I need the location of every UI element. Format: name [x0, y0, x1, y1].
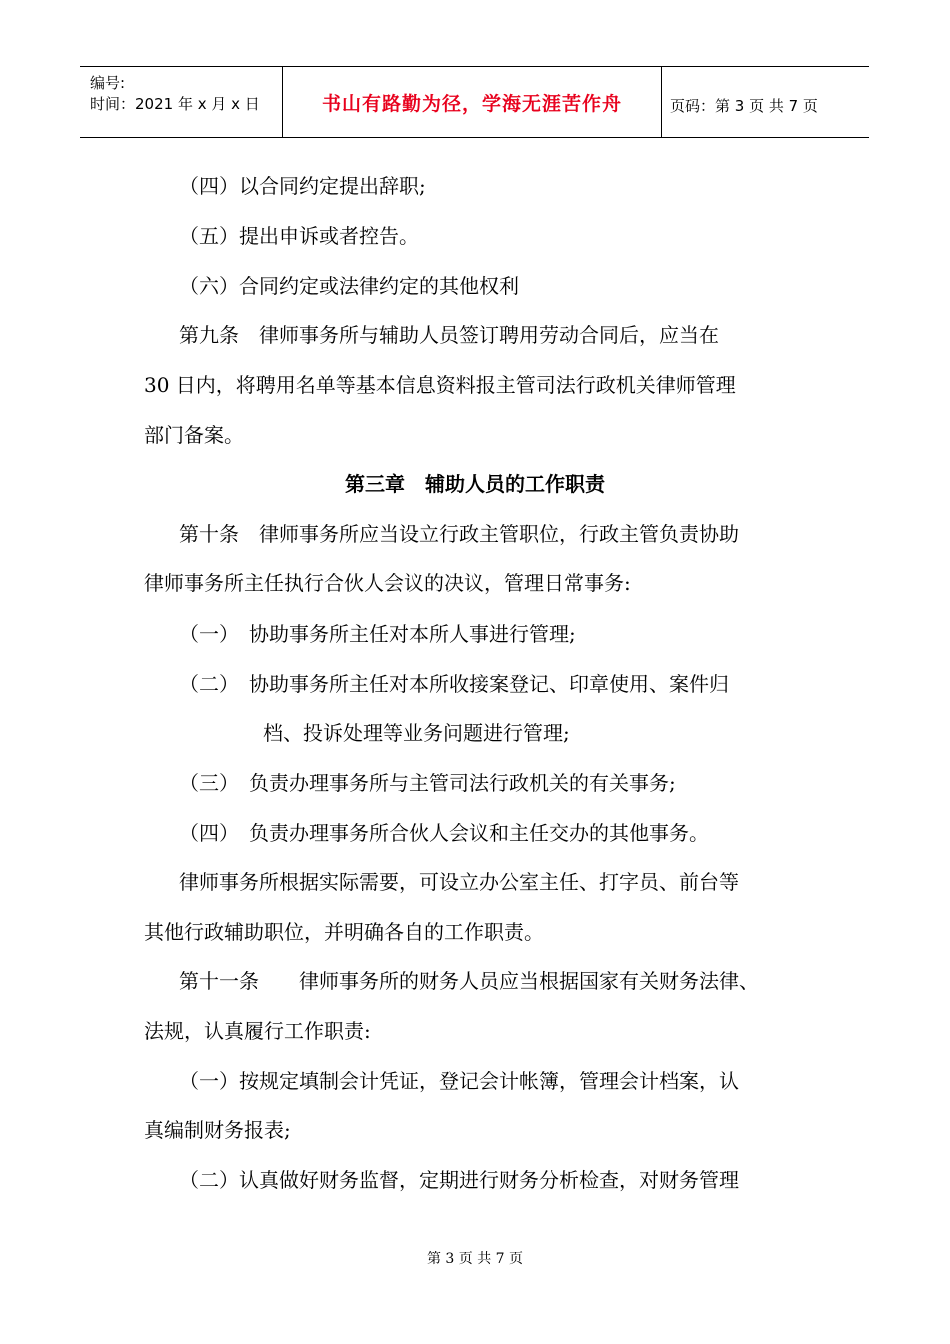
- body-line: 其他行政辅助职位，并明确各自的工作职责。: [144, 920, 544, 944]
- body-line: 第九条 律师事务所与辅助人员签订聘用劳动合同后，应当在: [179, 323, 719, 347]
- header-right-cell: [662, 67, 869, 137]
- body-line: （一） 协助事务所主任对本所人事进行管理;: [179, 622, 576, 646]
- body-line: （二） 协助事务所主任对本所收接案登记、印章使用、案件归: [179, 672, 729, 696]
- body-line: 第十条 律师事务所应当设立行政主管职位，行政主管负责协助: [179, 522, 739, 546]
- body-line: 律师事务所主任执行合伙人会议的决议，管理日常事务:: [144, 571, 631, 595]
- header-left-cell: [80, 67, 283, 137]
- document-time: 时间：2021 年 x 月 x 日: [90, 95, 260, 113]
- body-line: （二）认真做好财务监督，定期进行财务分析检查，对财务管理: [179, 1168, 739, 1192]
- body-line: 律师事务所根据实际需要，可设立办公室主任、打字员、前台等: [179, 870, 739, 894]
- body-line: （一）按规定填制会计凭证，登记会计帐簿，管理会计档案，认: [179, 1069, 739, 1093]
- body-line: （四）以合同约定提出辞职;: [179, 174, 426, 198]
- body-line: 档、投诉处理等业务问题进行管理;: [263, 721, 570, 745]
- body-line: 30 日内，将聘用名单等基本信息资料报主管司法行政机关律师管理: [144, 373, 736, 397]
- header-table: [80, 66, 869, 138]
- body-line: （三） 负责办理事务所与主管司法行政机关的有关事务;: [179, 771, 676, 795]
- body-line: 第十一条 律师事务所的财务人员应当根据国家有关财务法律、: [179, 969, 759, 993]
- body-line: 真编制财务报表;: [144, 1118, 291, 1142]
- header-center-cell: [283, 67, 662, 137]
- body-line: 法规，认真履行工作职责:: [144, 1019, 371, 1043]
- chapter-heading: 第三章 辅助人员的工作职责: [345, 472, 605, 496]
- body-line: （四） 负责办理事务所合伙人会议和主任交办的其他事务。: [179, 821, 709, 845]
- page-footer: 第 3 页 共 7 页: [426, 1251, 524, 1267]
- header-page-info: 页码：第 3 页 共 7 页: [670, 97, 818, 115]
- body-line: 部门备案。: [144, 423, 244, 447]
- header-motto: 书山有路勤为径，学海无涯苦作舟: [321, 93, 622, 115]
- body-line: （五）提出申诉或者控告。: [179, 224, 419, 248]
- document-number: 编号:: [90, 74, 126, 92]
- body-line: （六）合同约定或法律约定的其他权利: [179, 274, 519, 298]
